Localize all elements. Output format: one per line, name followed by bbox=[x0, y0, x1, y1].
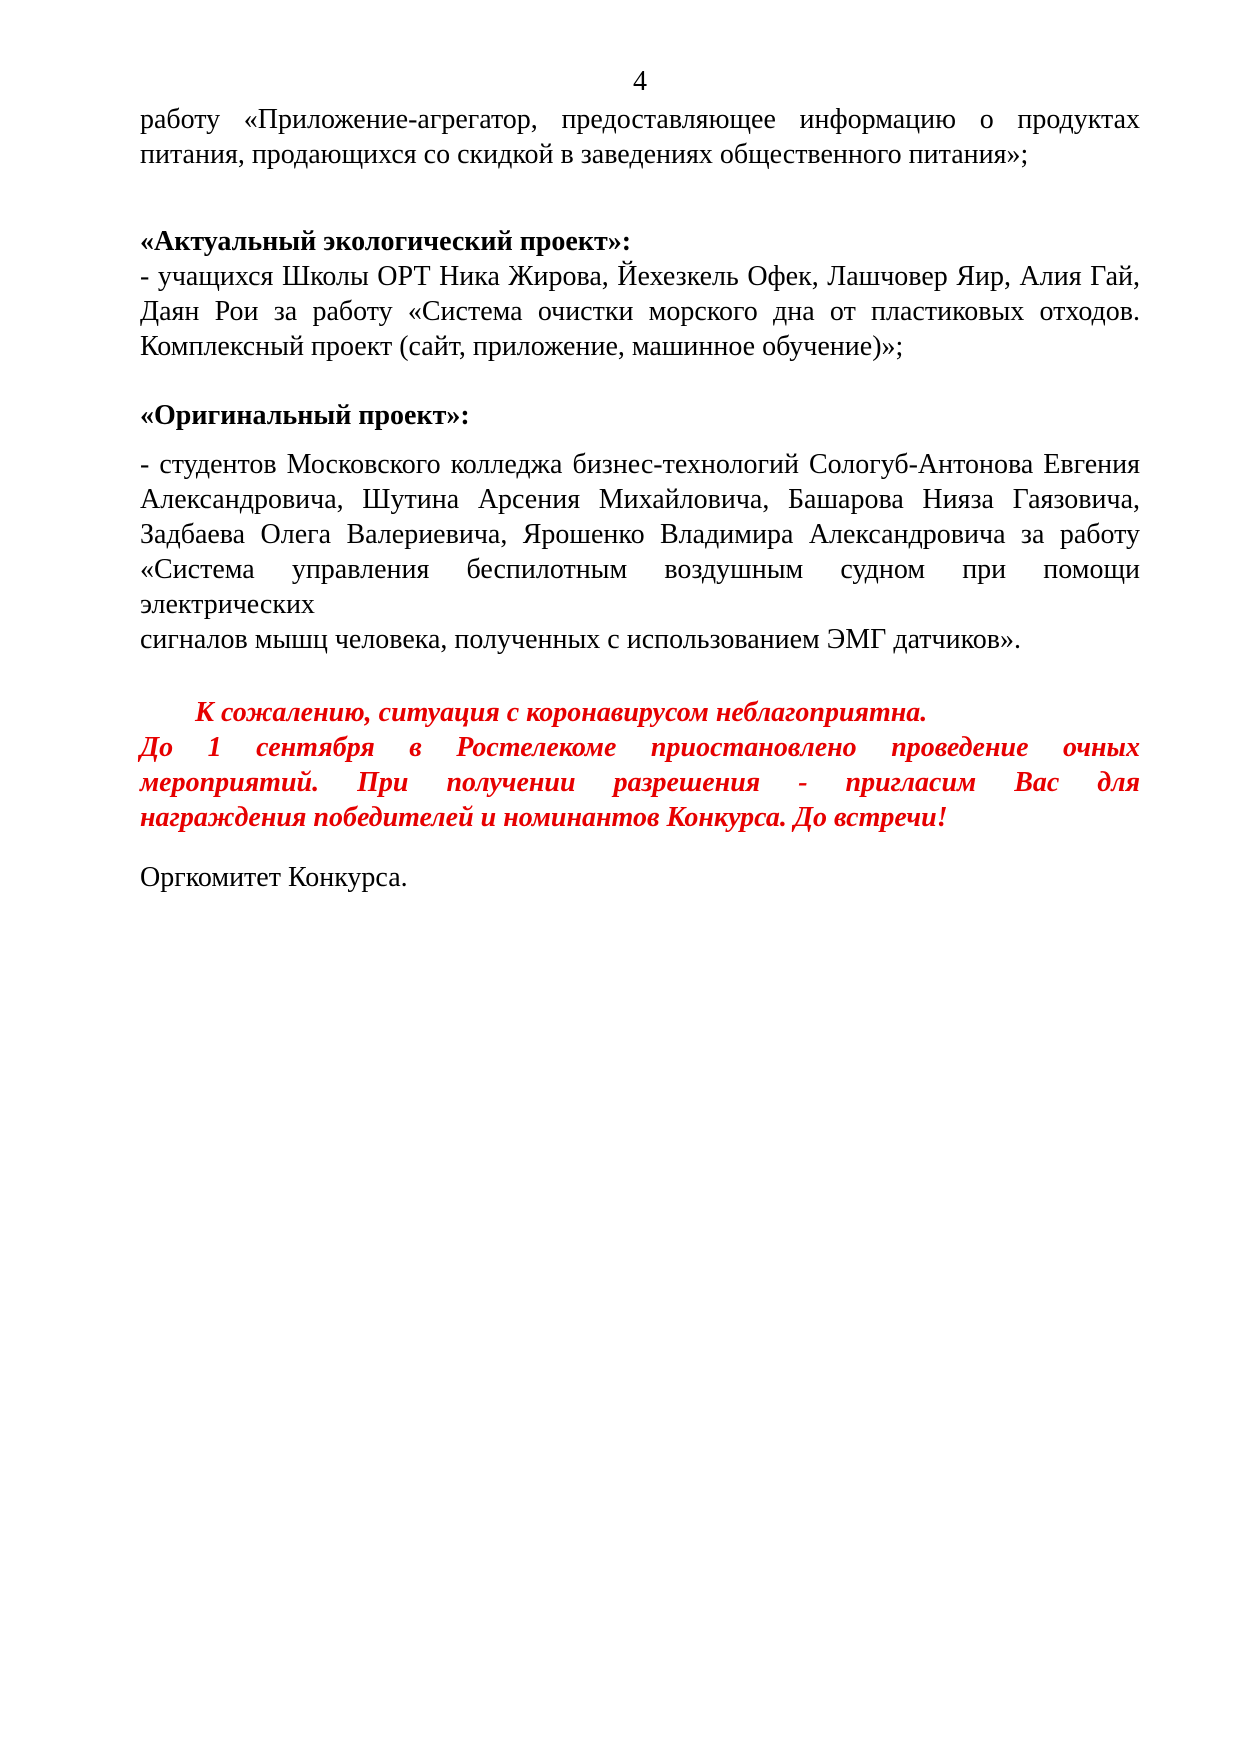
covid-notice bbox=[140, 695, 1140, 835]
section-heading: «Актуальный экологический проект»: bbox=[140, 226, 632, 257]
section-original-project bbox=[140, 447, 1140, 657]
paragraph-line: Задбаева Олега Валериевича, Ярошенко Владимира Александровича за работу bbox=[140, 519, 1140, 550]
paragraph-line: Комплексный проект (сайт, приложение, машинное обучение)»; bbox=[140, 331, 904, 362]
notice-line: До 1 сентября в Ростелекоме приостановлено проведение очных bbox=[140, 732, 1140, 763]
paragraph-line: «Система управления беспилотным воздушным судном при помощи электрических bbox=[140, 554, 1140, 620]
text-column bbox=[0, 64, 1241, 895]
paragraph-line: Александровича, Шутина Арсения Михайловича, Башарова Нияза Гаязовича, bbox=[140, 484, 1140, 515]
paragraph-line: - учащихся Школы ОРТ Ника Жирова, Йехезкель Офек, Лашчовер Яир, Алия Гай, bbox=[140, 261, 1140, 292]
notice-line: мероприятий. При получении разрешения - пригласим Вас для bbox=[140, 767, 1140, 798]
notice-line: награждения победителей и номинантов Конкурса. До встречи! bbox=[140, 802, 948, 833]
paragraph-line: питания, продающихся со скидкой в заведениях общественного питания»; bbox=[140, 139, 1029, 170]
page-number: 4 bbox=[633, 66, 647, 97]
notice-intro-line: К сожалению, ситуация с коронавирусом неблагоприятна. bbox=[195, 697, 928, 728]
paragraph-line: работу «Приложение-агрегатор, предоставляющее информацию о продуктах bbox=[140, 104, 1140, 135]
paragraph-line: Даян Рои за работу «Система очистки морского дна от пластиковых отходов. bbox=[140, 296, 1140, 327]
section-eco-project bbox=[140, 224, 1140, 364]
paragraph-line: сигналов мышц человека, полученных с использованием ЭМГ датчиков». bbox=[140, 624, 1021, 655]
section-heading: «Оригинальный проект»: bbox=[140, 400, 470, 431]
signature: Оргкомитет Конкурса. bbox=[140, 862, 408, 893]
paragraph-continuation bbox=[140, 102, 1140, 172]
paragraph-line: - студентов Московского колледжа бизнес-технологий Сологуб-Антонова Евгения bbox=[140, 449, 1140, 480]
